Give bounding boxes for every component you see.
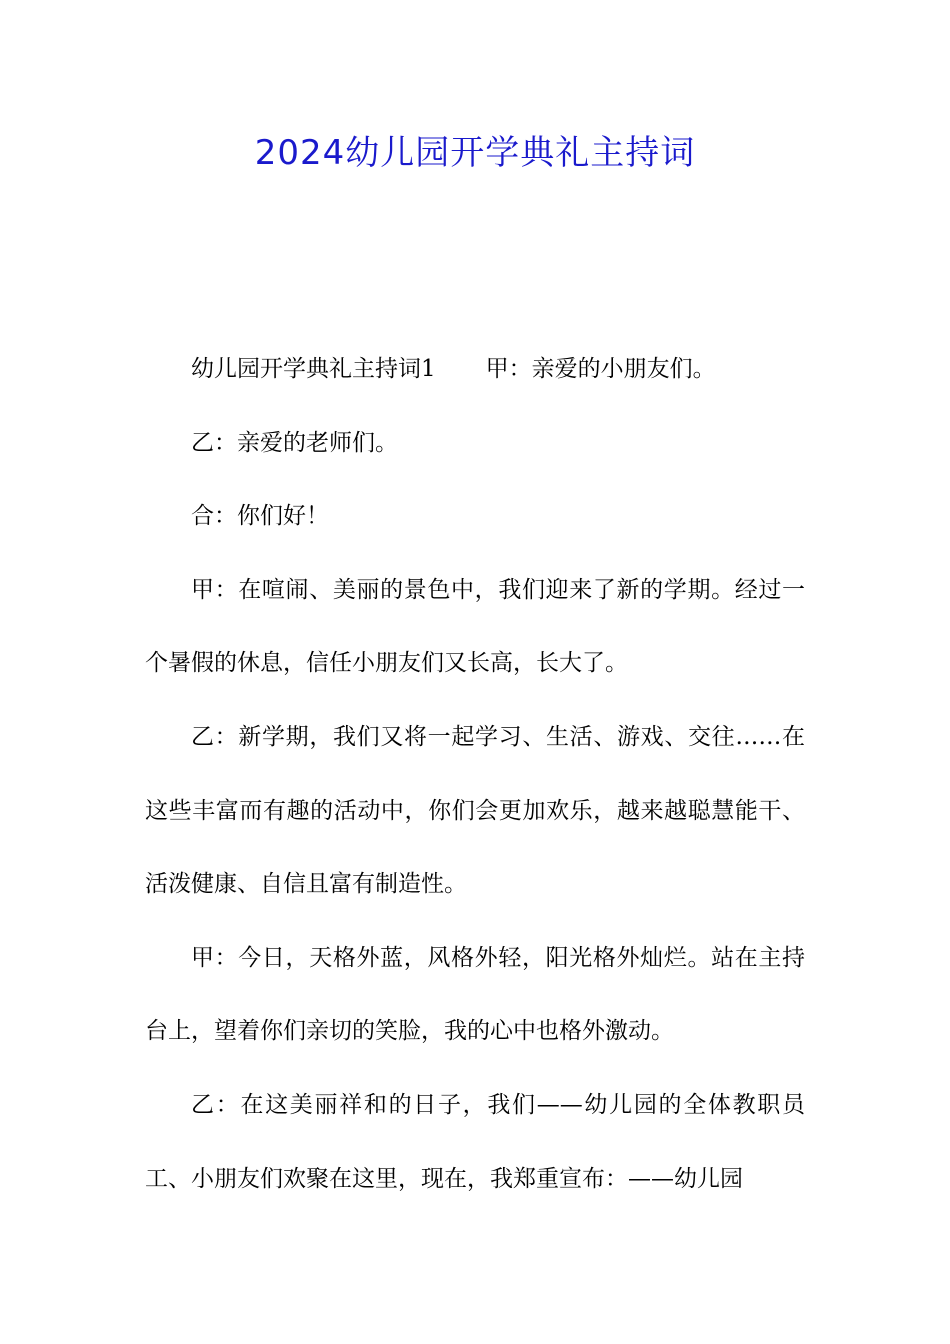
document-body	[145, 333, 805, 1216]
dialogue-paragraph: 甲：今日，天格外蓝，风格外轻，阳光格外灿烂。站在主持台上，望着你们亲切的笑脸，我的心中也格外激动。	[145, 944, 805, 1045]
dialogue-paragraph: 甲：在喧闹、美丽的景色中，我们迎来了新的学期。经过一个暑假的休息，信任小朋友们又长高，长大了。	[145, 576, 805, 677]
dialogue-paragraph: 乙：新学期，我们又将一起学习、生活、游戏、交往……在这些丰富而有趣的活动中，你们会更加欢乐，越来越聪慧能干、活泼健康、自信且富有制造性。	[145, 723, 805, 898]
intro-heading: 幼儿园开学典礼主持词1	[191, 356, 436, 382]
dialogue-paragraph: 乙：在这美丽祥和的日子，我们——幼儿园的全体教职员工、小朋友们欢聚在这里，现在，我郑重宣布：——幼儿园	[145, 1091, 805, 1192]
intro-first-line: 甲：亲爱的小朋友们。	[485, 356, 716, 382]
dialogue-paragraph: 合：你们好！	[191, 503, 329, 530]
dialogue-paragraph: 乙：亲爱的老师们。	[191, 429, 398, 456]
intro-paragraph	[145, 333, 805, 407]
document-title: 2024幼儿园开学典礼主持词	[254, 133, 696, 173]
